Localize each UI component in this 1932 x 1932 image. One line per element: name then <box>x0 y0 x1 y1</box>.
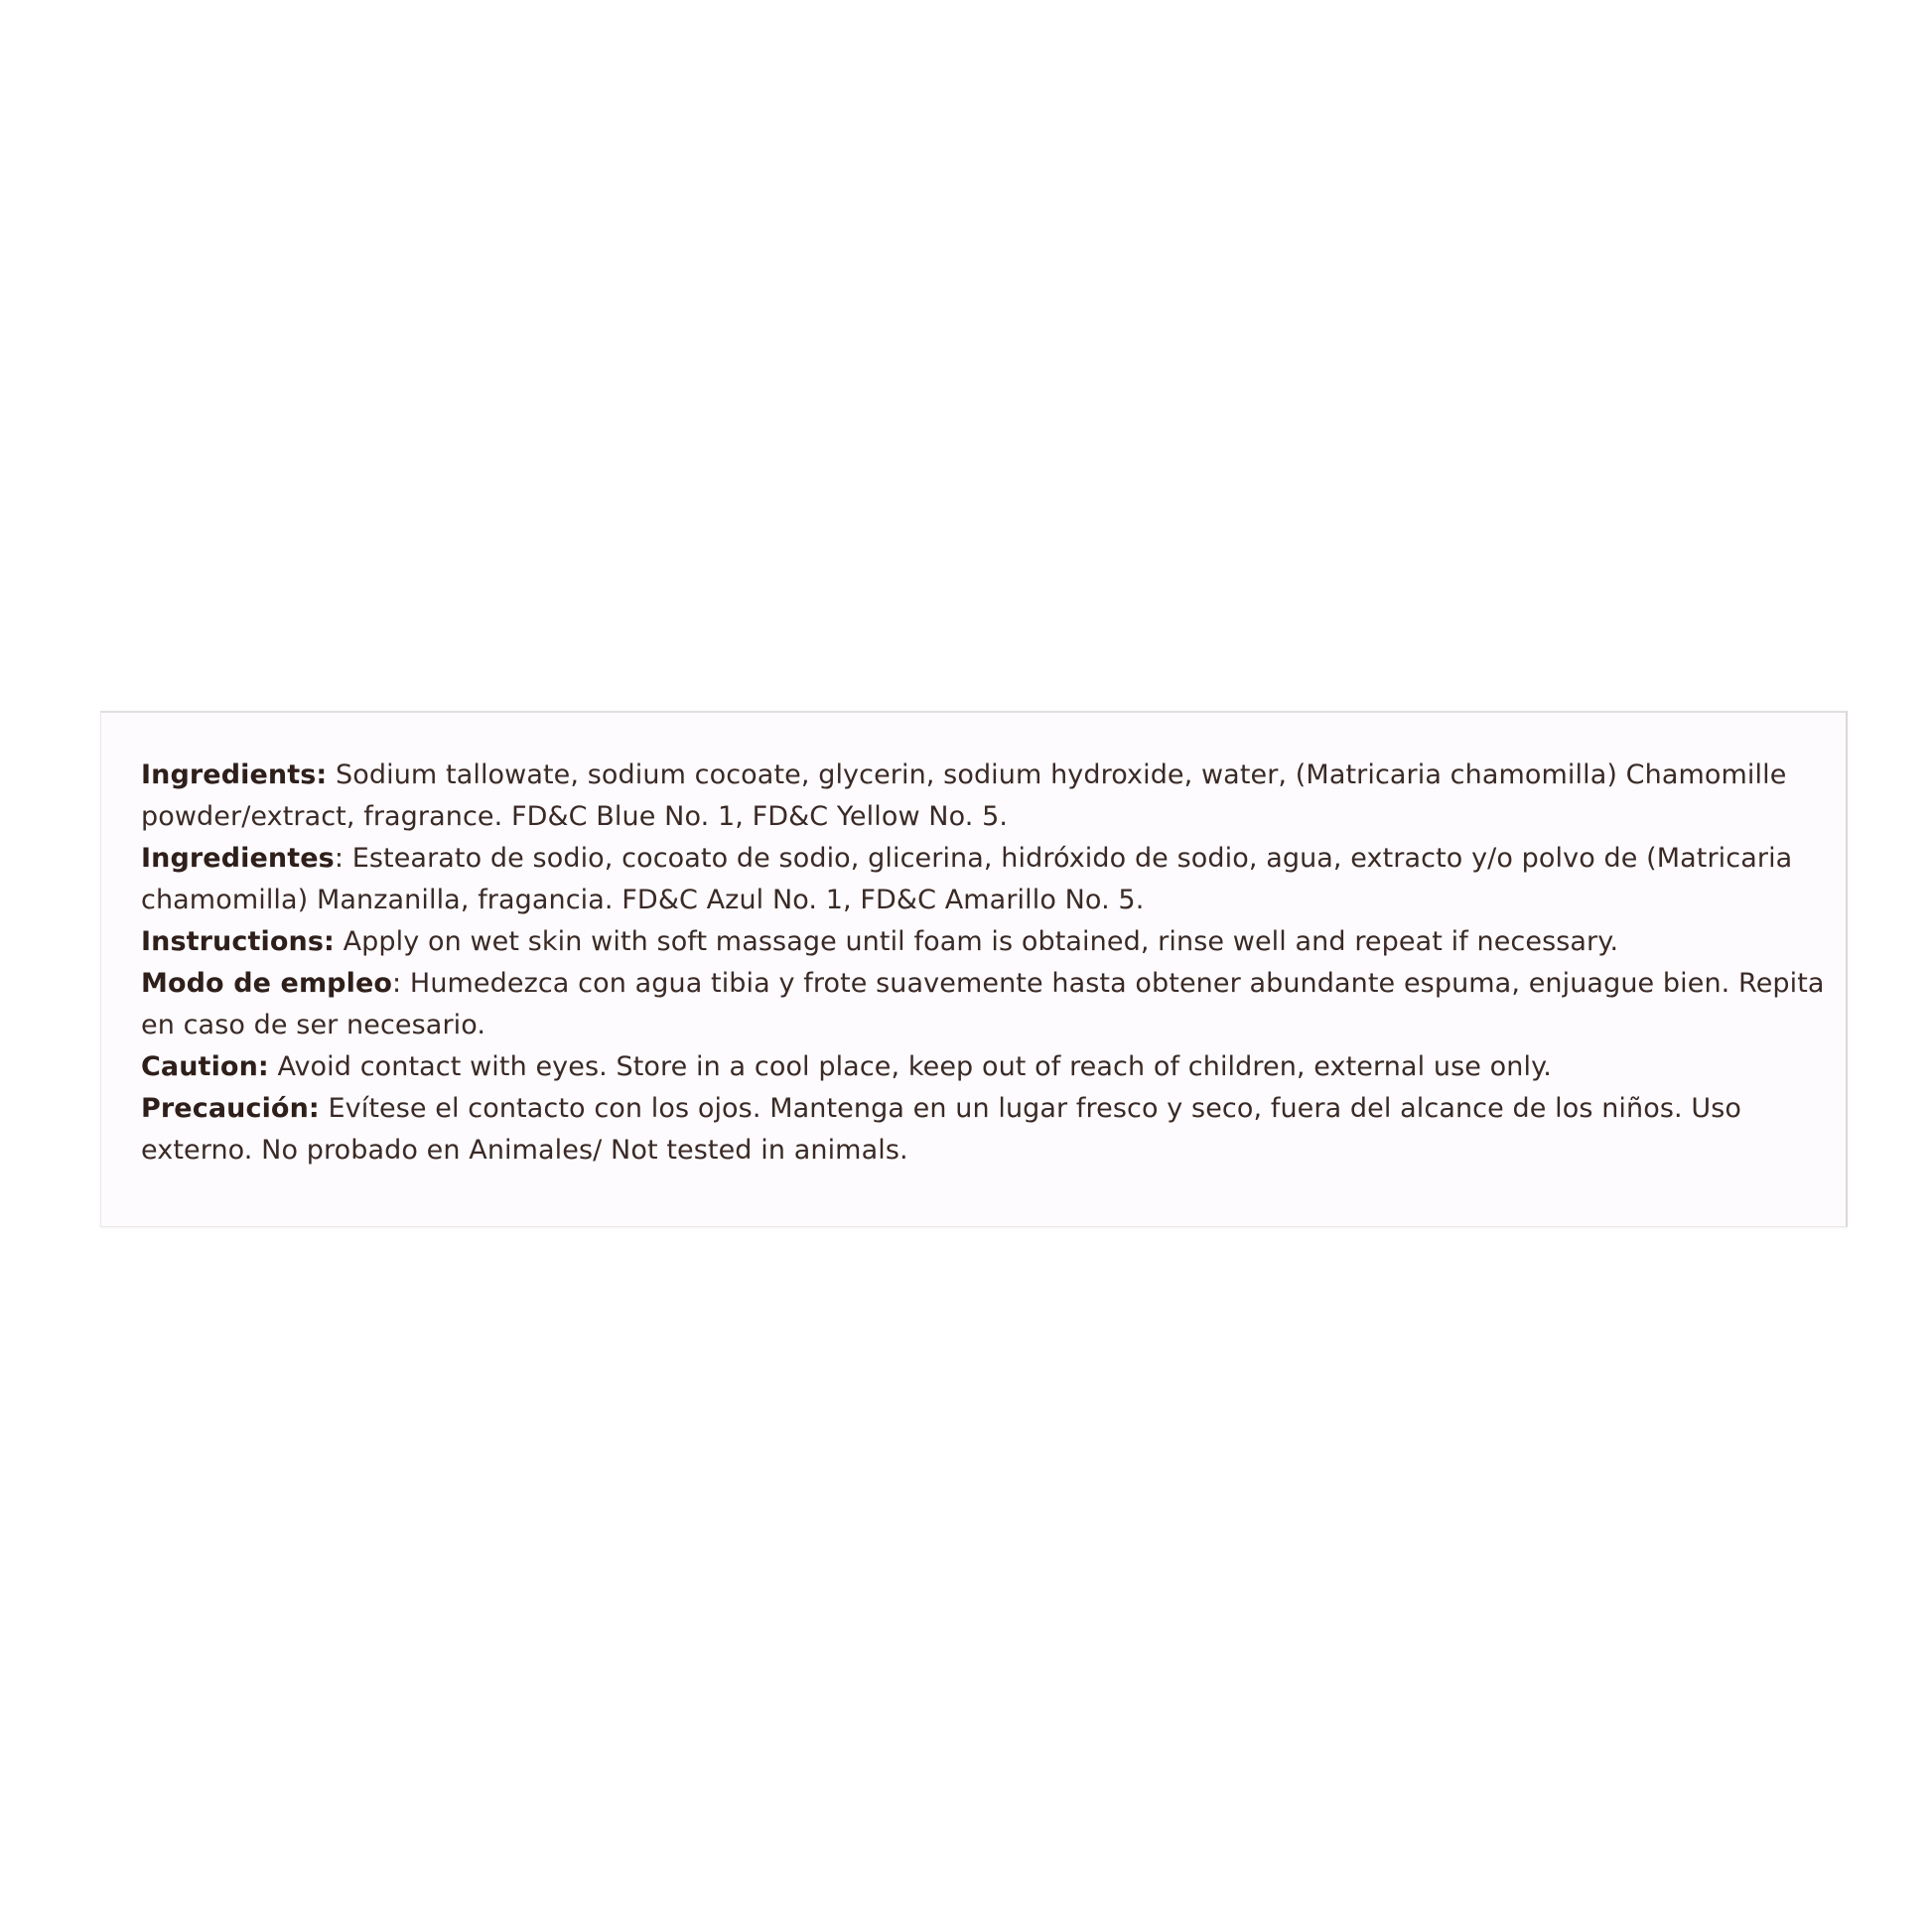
ingredients-en-heading: Ingredients: <box>141 759 328 790</box>
ingredients-en-text: Sodium tallowate, sodium cocoate, glycerin, sodium hydroxide, water, (Matricaria chamomilla) Chamomille powder/extract, fragrance. FD&C Blue No. 1, FD&C Yellow No. 5. <box>141 759 1787 832</box>
caution-en-text: Avoid contact with eyes. Store in a cool place, keep out of reach of children, external use only. <box>268 1051 1552 1082</box>
caution-es-text: Evítese el contacto con los ojos. Mantenga en un lugar fresco y seco, fuera del alcance de los niños. Uso externo. No probado en Animales/ Not tested in animals. <box>141 1093 1742 1166</box>
caution-es <box>141 1088 1829 1172</box>
caution-en-heading: Caution: <box>141 1051 269 1082</box>
instructions-es <box>141 963 1829 1046</box>
ingredients-en <box>141 755 1829 838</box>
ingredients-es-text: : Estearato de sodio, cocoato de sodio, glicerina, hidróxido de sodio, agua, extracto y/o polvo de (Matricaria chamomilla) Manzanilla, fragancia. FD&C Azul No. 1, FD&C Amarillo No. 5. <box>141 843 1793 915</box>
product-label-panel <box>100 711 1848 1227</box>
instructions-en-text: Apply on wet skin with soft massage until foam is obtained, rinse well and repeat if necessary. <box>334 926 1619 957</box>
label-text-block <box>141 755 1829 1172</box>
ingredients-es <box>141 838 1829 921</box>
instructions-es-heading: Modo de empleo <box>141 968 393 999</box>
instructions-en-heading: Instructions: <box>141 926 335 957</box>
ingredients-es-heading: Ingredientes <box>141 843 335 874</box>
instructions-es-text: : Humedezca con agua tibia y frote suavemente hasta obtener abundante espuma, enjuague bien. Repita en caso de ser necesario. <box>141 968 1825 1040</box>
instructions-en <box>141 921 1829 963</box>
caution-es-heading: Precaución: <box>141 1093 320 1124</box>
caution-en <box>141 1046 1829 1088</box>
